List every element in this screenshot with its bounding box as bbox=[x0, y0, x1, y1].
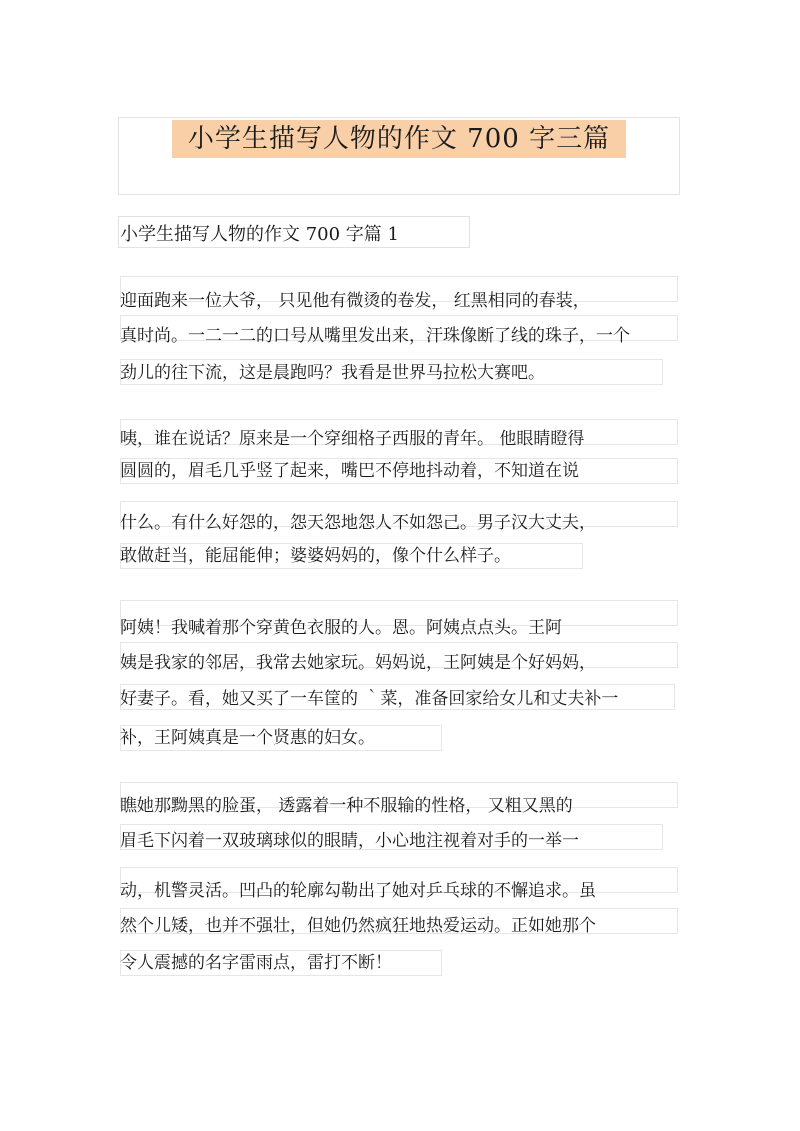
paragraph-line: 好妻子。看，她又买了一车筐的 ｀菜，准备回家给女儿和丈夫补一 bbox=[120, 689, 619, 709]
paragraph-line: 瞧她那黝黑的脸蛋， 透露着一种不服输的性格， 又粗又黑的 bbox=[120, 796, 573, 816]
paragraph-line: 阿姨！我喊着那个穿黄色衣服的人。恩。阿姨点点头。王阿 bbox=[120, 618, 562, 638]
document-title: 小学生描写人物的作文 700 字三篇 bbox=[187, 124, 611, 154]
paragraph-line: 真时尚。一二一二的口号从嘴里发出来，汗珠像断了线的珠子，一个 bbox=[120, 326, 630, 346]
paragraph-line: 眉毛下闪着一双玻璃球似的眼睛，小心地注视着对手的一举一 bbox=[120, 831, 579, 851]
paragraph-line: 劲儿的往下流，这是晨跑吗？我看是世界马拉松大赛吧。 bbox=[120, 363, 545, 383]
section-heading: 小学生描写人物的作文 700 字篇 1 bbox=[120, 224, 399, 245]
paragraph-line: 姨是我家的邻居，我常去她家玩。妈妈说，王阿姨是个好妈妈， bbox=[120, 653, 596, 673]
paragraph-line: 然个儿矮，也并不强壮，但她仍然疯狂地热爱运动。正如她那个 bbox=[120, 916, 596, 936]
paragraph-line: 令人震撼的名字雷雨点，雷打不断！ bbox=[120, 953, 392, 973]
paragraph-line: 迎面跑来一位大爷， 只见他有微烫的卷发， 红黑相同的春装， bbox=[120, 291, 590, 311]
paragraph-line: 什么。有什么好怨的，怨天怨地怨人不如怨己。男子汉大丈夫， bbox=[120, 513, 596, 533]
paragraph-line: 敢做赶当，能屈能伸；婆婆妈妈的，像个什么样子。 bbox=[120, 546, 511, 566]
paragraph-line: 动，机警灵活。凹凸的轮廓勾勒出了她对乒乓球的不懈追求。虽 bbox=[120, 881, 596, 901]
paragraph-line: 圆圆的，眉毛几乎竖了起来，嘴巴不停地抖动着，不知道在说 bbox=[120, 461, 579, 481]
paragraph-line: 补，王阿姨真是一个贤惠的妇女。 bbox=[120, 728, 375, 748]
paragraph-line: 咦，谁在说话？原来是一个穿细格子西服的青年。 他眼睛瞪得 bbox=[120, 429, 585, 449]
